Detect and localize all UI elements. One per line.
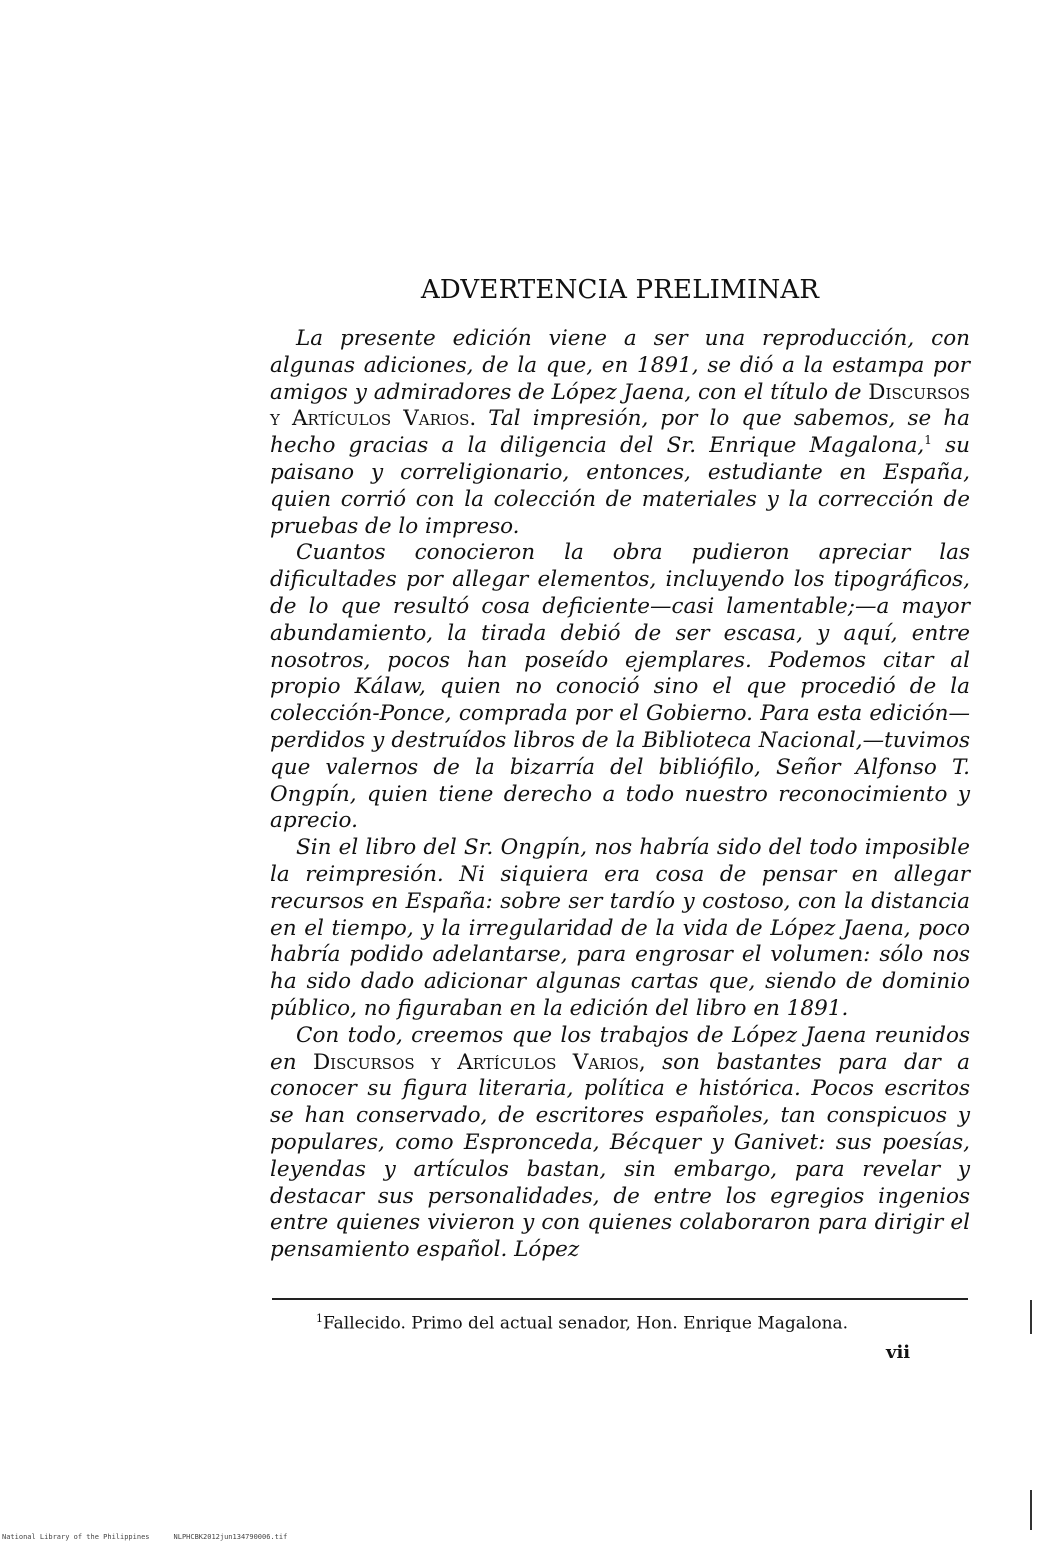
book-title-small-caps: Discursos y Artículos Varios.: [270, 379, 970, 432]
paragraph-4-text-b: son bastantes para dar a conocer su figura literaria, política e histórica. Pocos escritos se han conservado, de escritores españoles, tan conspicuos y populares, como Espronceda, Bécquer y Ganivet: sus poesías, leyendas y artículos bastan, sin embargo, para revelar y destacar sus personalidades, de entre los egregios ingenios entre quienes vivieron y con quienes colaboraron para dirigir el pensamiento español. López: [270, 1049, 971, 1263]
paragraph-3: Sin el libro del Sr. Ongpín, nos habría sido del todo imposible la reimpresión. Ni siquiera era cosa de pensar en allegar recursos en España: sobre ser tardío y costoso, con la distancia en el tiempo, y la irregularidad de la vida de López Jaena, poco habría podido adelantarse, para engrosar el volumen: sólo nos ha sido dado adicionar algunas cartas que, siendo de dominio público, no figuraban en la edición del libro en 1891.: [270, 835, 970, 1021]
scan-edge-mark: [1030, 1300, 1032, 1334]
footnote-reference: 1: [924, 433, 932, 448]
paragraph-4: [270, 1023, 970, 1264]
scan-file-id: NLPHCBK2012jun134790006.tif: [173, 1533, 288, 1541]
footnote-text: Fallecido. Primo del actual senador, Hon. Enrique Magalona.: [323, 1313, 849, 1334]
paragraph-1-text-a: La presente edición viene a ser una reproducción, con algunas adiciones, de la que, en 1891, se dió a la estampa por amigos y admiradores de López Jaena, con el título de: [270, 326, 970, 405]
page-title: ADVERTENCIA PRELIMINAR: [420, 275, 820, 305]
paragraph-1: [270, 326, 970, 540]
book-title-small-caps: Discursos y Artículos Varios,: [312, 1049, 646, 1075]
footnote-mark: 1: [316, 1312, 323, 1325]
body-text: [270, 326, 970, 1264]
paragraph-1-text-b: Tal impresión, por lo que sabemos, se ha hecho gracias a la diligencia del Sr. Enrique Magalona,: [270, 406, 970, 459]
footnote: [316, 1307, 976, 1336]
paragraph-1-text-c: su paisano y correligionario, entonces, estudiante en España, quien corrió con la colección de materiales y la corrección de pruebas de lo impreso.: [270, 433, 971, 539]
page-number: vii: [886, 1342, 911, 1363]
scan-edge-mark: [1030, 1490, 1032, 1530]
footnote-divider: [272, 1298, 968, 1300]
scan-library-label: National Library of the Philippines: [2, 1533, 150, 1541]
paragraph-2: Cuantos conocieron la obra pudieron apreciar las dificultades por allegar elementos, incluyendo los tipográficos, de lo que resultó cosa deficiente—casi lamentable;—a mayor abundamiento, la tirada debió de ser escasa, y aquí, entre nosotros, pocos han poseído ejemplares. Podemos citar al propio Kálaw, quien no conoció sino el que procedió de la colección-Ponce, comprada por el Gobierno. Para esta edición—perdidos y destruídos libros de la Biblioteca Nacional,—tuvimos que valernos de la bizarría del bibliófilo, Señor Alfonso T. Ongpín, quien tiene derecho a todo nuestro reconocimiento y aprecio.: [270, 540, 970, 834]
paragraph-4-text-a: Con todo, creemos que los trabajos de López Jaena reunidos en: [270, 1022, 970, 1075]
scan-footer: [2, 1533, 287, 1542]
